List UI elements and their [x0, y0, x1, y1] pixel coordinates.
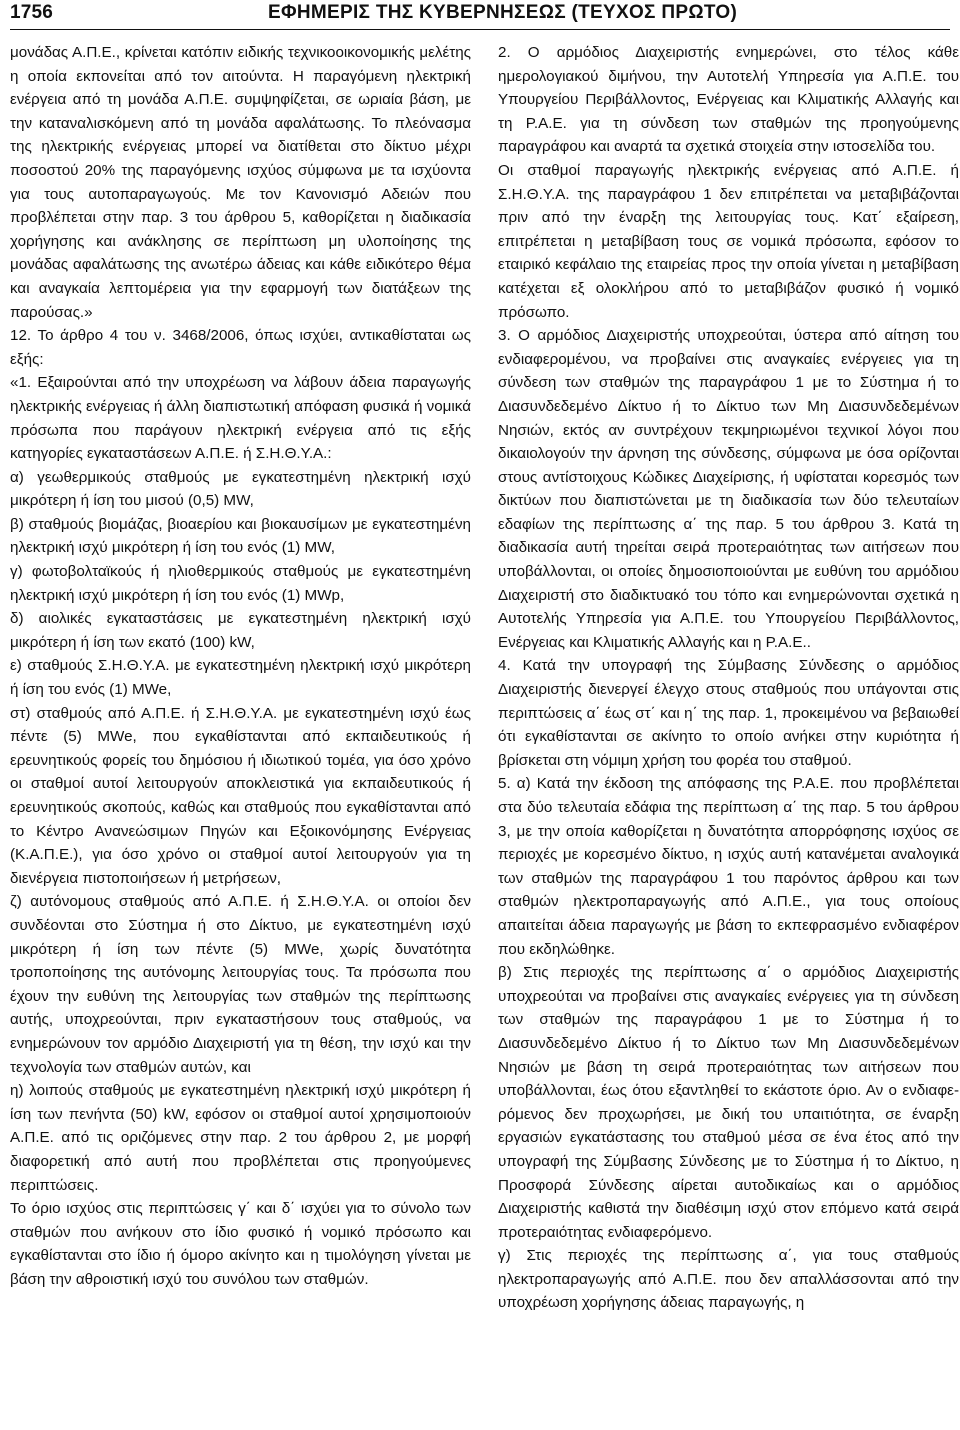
paragraph: Το όριο ισχύος στις περιπτώσεις γ΄ και δ΄ ισχύει για το σύνολο των σταθμών που ανήκουν στο ίδιο φυσικό ή νομικό πρόσωπο και εγκαθίστανται στο ίδιο ή όμορο ακίνητο και η τιμολόγηση γίνεται με βάση την αθροιστική ισχύ του συνόλου των σταθμών. — [10, 1200, 471, 1288]
page-header — [0, 0, 960, 36]
paragraph: α) γεωθερμικούς σταθμούς με εγκατεστημένη ηλεκτρική ισχύ μικρότερη ή ίση του μισού (0,5) MW, — [10, 468, 471, 510]
left-column — [10, 41, 471, 1291]
paragraph: γ) Στις περιοχές της περίπτωσης α΄, για τους σταθμούς ηλεκτροπαραγωγής από Α.Π.Ε. που δεν απαλλάσσονται από την υποχρέωση χορήγησης άδειας παραγωγής, η — [498, 1247, 959, 1312]
paragraph: 2. Ο αρμόδιος Διαχειριστής ενημερώνει, στο τέλος κάθε ημερολογιακού διμήνου, την Αυτοτελή Υπηρεσία για Α.Π.Ε. του Υπουργείου Περιβάλλοντος, Ενέργειας και Κλιματικής Αλλαγής και τη Ρ.Α.Ε. για τη σύνδεση των σταθμών της προηγούμενης παραγράφου και αναρτά τα σχετικά στοιχεία στην ιστοσελίδα του. — [498, 44, 959, 156]
right-column — [498, 41, 959, 1315]
page-number: 1756 — [10, 2, 54, 23]
gazette-title: ΕΦΗΜΕΡΙΣ ΤΗΣ ΚΥΒΕΡΝΗΣΕΩΣ (ΤΕΥΧΟΣ ΠΡΩΤΟ) — [268, 2, 738, 23]
paragraph: 4. Κατά την υπογραφή της Σύμβασης Σύνδεσης ο αρμόδιος Διαχειριστής διενεργεί έλεγχο στους σταθμούς που υπάγονται στις περιπτώσεις α΄ έως στ΄ και η΄ της παρ. 1, προκειμένου να βεβαιωθεί ότι εγκαθίστανται σε ακίνητο το οποίο ανήκει στην κυριότητα ή βρίσκεται στη νόμιμη χρήση του φορέα του σταθμού. — [498, 657, 959, 769]
paragraph: η) λοιπούς σταθμούς με εγκατεστημένη ηλεκτρική ισχύ μικρότερη ή ίση των πενήντα (50) kW, εφόσον οι σταθμοί αυτοί χρησιμοποιούν Α.Π.Ε. από τις οριζόμενες στην παρ. 2 του άρθρου 2, με μορφή διαφορετική από αυτή που προβλέπεται στις προηγούμενες περιπτώσεις. — [10, 1082, 471, 1194]
paragraph: β) σταθμούς βιομάζας, βιοαερίου και βιοκαυσίμων με εγκατεστημένη ηλεκτρική ισχύ μικρότερη ή ίση του ενός (1) MW, — [10, 515, 471, 557]
paragraph: μονάδας Α.Π.Ε., κρίνεται κατόπιν ειδικής τεχνικοοικονομικής μελέτης η οποία εκπονείται από τον αιτούντα. Η παραγόμενη ηλεκτρική ενέργεια από τη μονάδα Α.Π.Ε. συμψηφίζεται, σε ωριαία βάση, με την καταναλισκόμενη από τη μονάδα αφαλάτωσης. Το πλεόνασμα της ηλεκτρικής ενέργειας μπορεί να διατίθεται στο δίκτυο μέχρι ποσοστού 20% της παραγόμενης ισχύος σύμφωνα με τα ισχύοντα για τους αυτοπαραγωγούς. Με τον Κανονισμό Αδειών που προβλέπεται στην παρ. 3 του άρθρου 5, καθορίζεται η διαδικασία χορήγησης και ανάκλησης σε περίπτωση μη υλοποίησης της μονάδας αφαλάτωσης της ανωτέρω άδειας και κάθε ειδικότερο θέμα και αναγκαία λεπτομέρεια για την εφαρμογή των διατάξεων της παρούσας.» — [10, 44, 471, 321]
paragraph: 5. α) Κατά την έκδοση της απόφασης της Ρ.Α.Ε. που προβλέπεται στα δύο τελευταία εδάφια της περίπτωση α΄ της παρ. 5 του άρθρου 3, με την οποία καθορίζεται η δυνατότητα απορρόφησης ισχύος σε περιοχές με κορεσμένο δίκτυο, η ισχύς αυτή κατανέμεται αναλογικά των σταθμών της παραγράφου 1 του παρόντος άρθρου και των σταθμών ηλεκτροπαραγωγής από Α.Π.Ε., για τους οποίους απαιτείται άδεια παραγωγής με βάση το εκπεφρασμένο ενδιαφέρον που εκδηλώθηκε. — [498, 775, 959, 958]
paragraph: 3. Ο αρμόδιος Διαχειριστής υποχρεούται, ύστερα από αίτηση του ενδιαφερομένου, να προβαίνει στις αναγκαίες ενέργειες για τη σύνδεση των σταθμών της παραγράφου 1 με το Σύστημα ή το Διασυνδεδεμένο Δίκτυο ή το Δίκτυο των Μη Διασυνδεδεμένων Νησιών, εκτός αν συντρέχουν τεκμηριωμένοι τεχνικοί λόγοι που δικαιολογούν την άρνηση της σύνδεσης, σύμφωνα με όσα ορίζονται στους αντίστοιχους Κώδικες Διαχείρισης, ή υφίσταται κορεσμός των δικτύων που διαπιστώνεται με τη διαδικασία των δύο τελευταίων εδαφίων της περίπτωσης α΄ της παρ. 5 του άρθρου 3. Κατά τη διαδικασία αυτή τηρείται σειρά προτεραιότητας των αιτήσεων που υποβάλλονται, οι οποίες δημοσιοποιούνται με ευθύνη του αρμόδιου Διαχειριστή στο διαδικτυακό του τόπο και ενημερώνονται σχετικά η Αυτοτελής Υπηρεσία για Α.Π.Ε. του Υπουργείου Περιβάλλοντος, Ενέργειας και Κλιματικής Αλλαγής και η Ρ.Α.Ε.. — [498, 327, 959, 651]
paragraph: Οι σταθμοί παραγωγής ηλεκτρικής ενέργειας από Α.Π.Ε. ή Σ.Η.Θ.Υ.Α. της παραγράφου 1 δεν επιτρέπεται να μεταβιβάζονται πριν από την έναρξη της λειτουργίας τους. Κατ΄ εξαίρεση, επιτρέπεται η μεταβίβαση τους σε νομικά πρόσωπα, εφόσον το εταιρικό κεφάλαιο της εταιρείας προς την οποία γίνεται η μεταβίβαση κατέχεται εξ ολοκλήρου από το μεταβιβάζον φυσικό ή νομικό πρόσωπο. — [498, 161, 959, 321]
paragraph: ε) σταθμούς Σ.Η.Θ.Υ.Α. με εγκατεστημένη ηλεκτρική ισχύ μικρότερη ή ίση του ενός (1) MWe, — [10, 657, 471, 699]
paragraph: 12. Το άρθρο 4 του ν. 3468/2006, όπως ισχύει, αντικαθίσταται ως εξής: — [10, 327, 471, 368]
paragraph: ζ) αυτόνομους σταθμούς από Α.Π.Ε. ή Σ.Η.Θ.Υ.Α. οι οποίοι δεν συνδέονται στο Σύστημα ή στο Δίκτυο, με εγκατεστημένη ισχύ μικρότερη ή ίση των πέντε (5) MWe, χωρίς δυνατότητα τροποποίησης της αυτόνομης λειτουργίας τους. Τα πρόσωπα που έχουν την ευθύνη της λειτουργίας των σταθμών της περίπτωσης αυτής, υποχρεούνται, πριν εγκαταστήσουν τους σταθμούς, να ενημερώνουν τον αρμόδιο Διαχειριστή για τη θέση, την ισχύ και την τεχνολογία των σταθμών αυτών, και — [10, 893, 471, 1076]
paragraph: γ) φωτοβολταϊκούς ή ηλιοθερμικούς σταθμούς με εγκατεστημένη ηλεκτρική ισχύ μικρότερη ή ίση του ενός (1) MWp, — [10, 563, 471, 604]
paragraph: β) Στις περιοχές της περίπτωσης α΄ ο αρμόδιος Διαχειριστής υποχρεούται να προβαίνει στις αναγκαίες ενέργειες για τη σύνδεση των σταθμών της παραγράφου 1 με το Σύστημα ή το Διασυνδεδεμένο Δίκτυο ή το Δίκτυο των Μη Διασυνδεδεμένων Νησιών με βάση τη σειρά προτεραιότητας των αιτήσεων που υποβάλλονται, έως ότου εξαντληθεί το εκάστοτε όριο. Αν ο ενδιαφερόμενος δεν προχωρήσει, με δική του υπαιτιότητα, σε έναρξη εργασιών εγκατάστασης του σταθμού μέσα σε ένα έτος από την υπογραφή της Σύμβασης Σύνδεσης με το Σύστημα ή το Δίκτυο, η Προσφορά Σύνδεσης αίρεται αυτοδικαίως και ο αρμόδιος Διαχειριστής καθιστά την διαθέσιμη ισχύ στον επόμενο κατά σειρά προτεραιότητας ενδιαφερόμενο. — [498, 964, 959, 1241]
paragraph: στ) σταθμούς από Α.Π.Ε. ή Σ.Η.Θ.Υ.Α. με εγκατεστημένη ισχύ έως πέντε (5) MWe, που εγκαθίστανται από εκπαιδευτικούς ή ερευνητικούς φορείς του δημόσιου ή ιδιωτικού τομέα, για όσο χρόνο οι σταθμοί αυτοί λειτουργούν αποκλειστικά για εκπαιδευτικούς ή ερευνητικούς σκοπούς, καθώς και σταθμούς που εγκαθίστανται από το Κέντρο Ανανεώσιμων Πηγών και Εξοικονόμησης Ενέργειας (Κ.Α.Π.Ε.), για όσο χρόνο οι σταθμοί αυτοί λειτουργούν για τη διενέργεια πιστοποιήσεων ή μετρήσεων, — [10, 704, 471, 887]
paragraph: «1. Εξαιρούνται από την υποχρέωση να λάβουν άδεια παραγωγής ηλεκτρικής ενέργειας ή άλλη διαπιστωτική απόφαση φυσικά ή νομικά πρόσωπα που παράγουν ηλεκτρική ενέργεια από τις εξής κατηγορίες εγκαταστάσεων Α.Π.Ε. ή Σ.Η.Θ.Υ.Α.: — [10, 374, 471, 463]
paragraph: δ) αιολικές εγκαταστάσεις με εγκατεστημένη ηλεκτρική ισχύ μικρότερη ή ίση των εκατό (100) kW, — [10, 610, 471, 651]
header-divider — [10, 29, 950, 30]
